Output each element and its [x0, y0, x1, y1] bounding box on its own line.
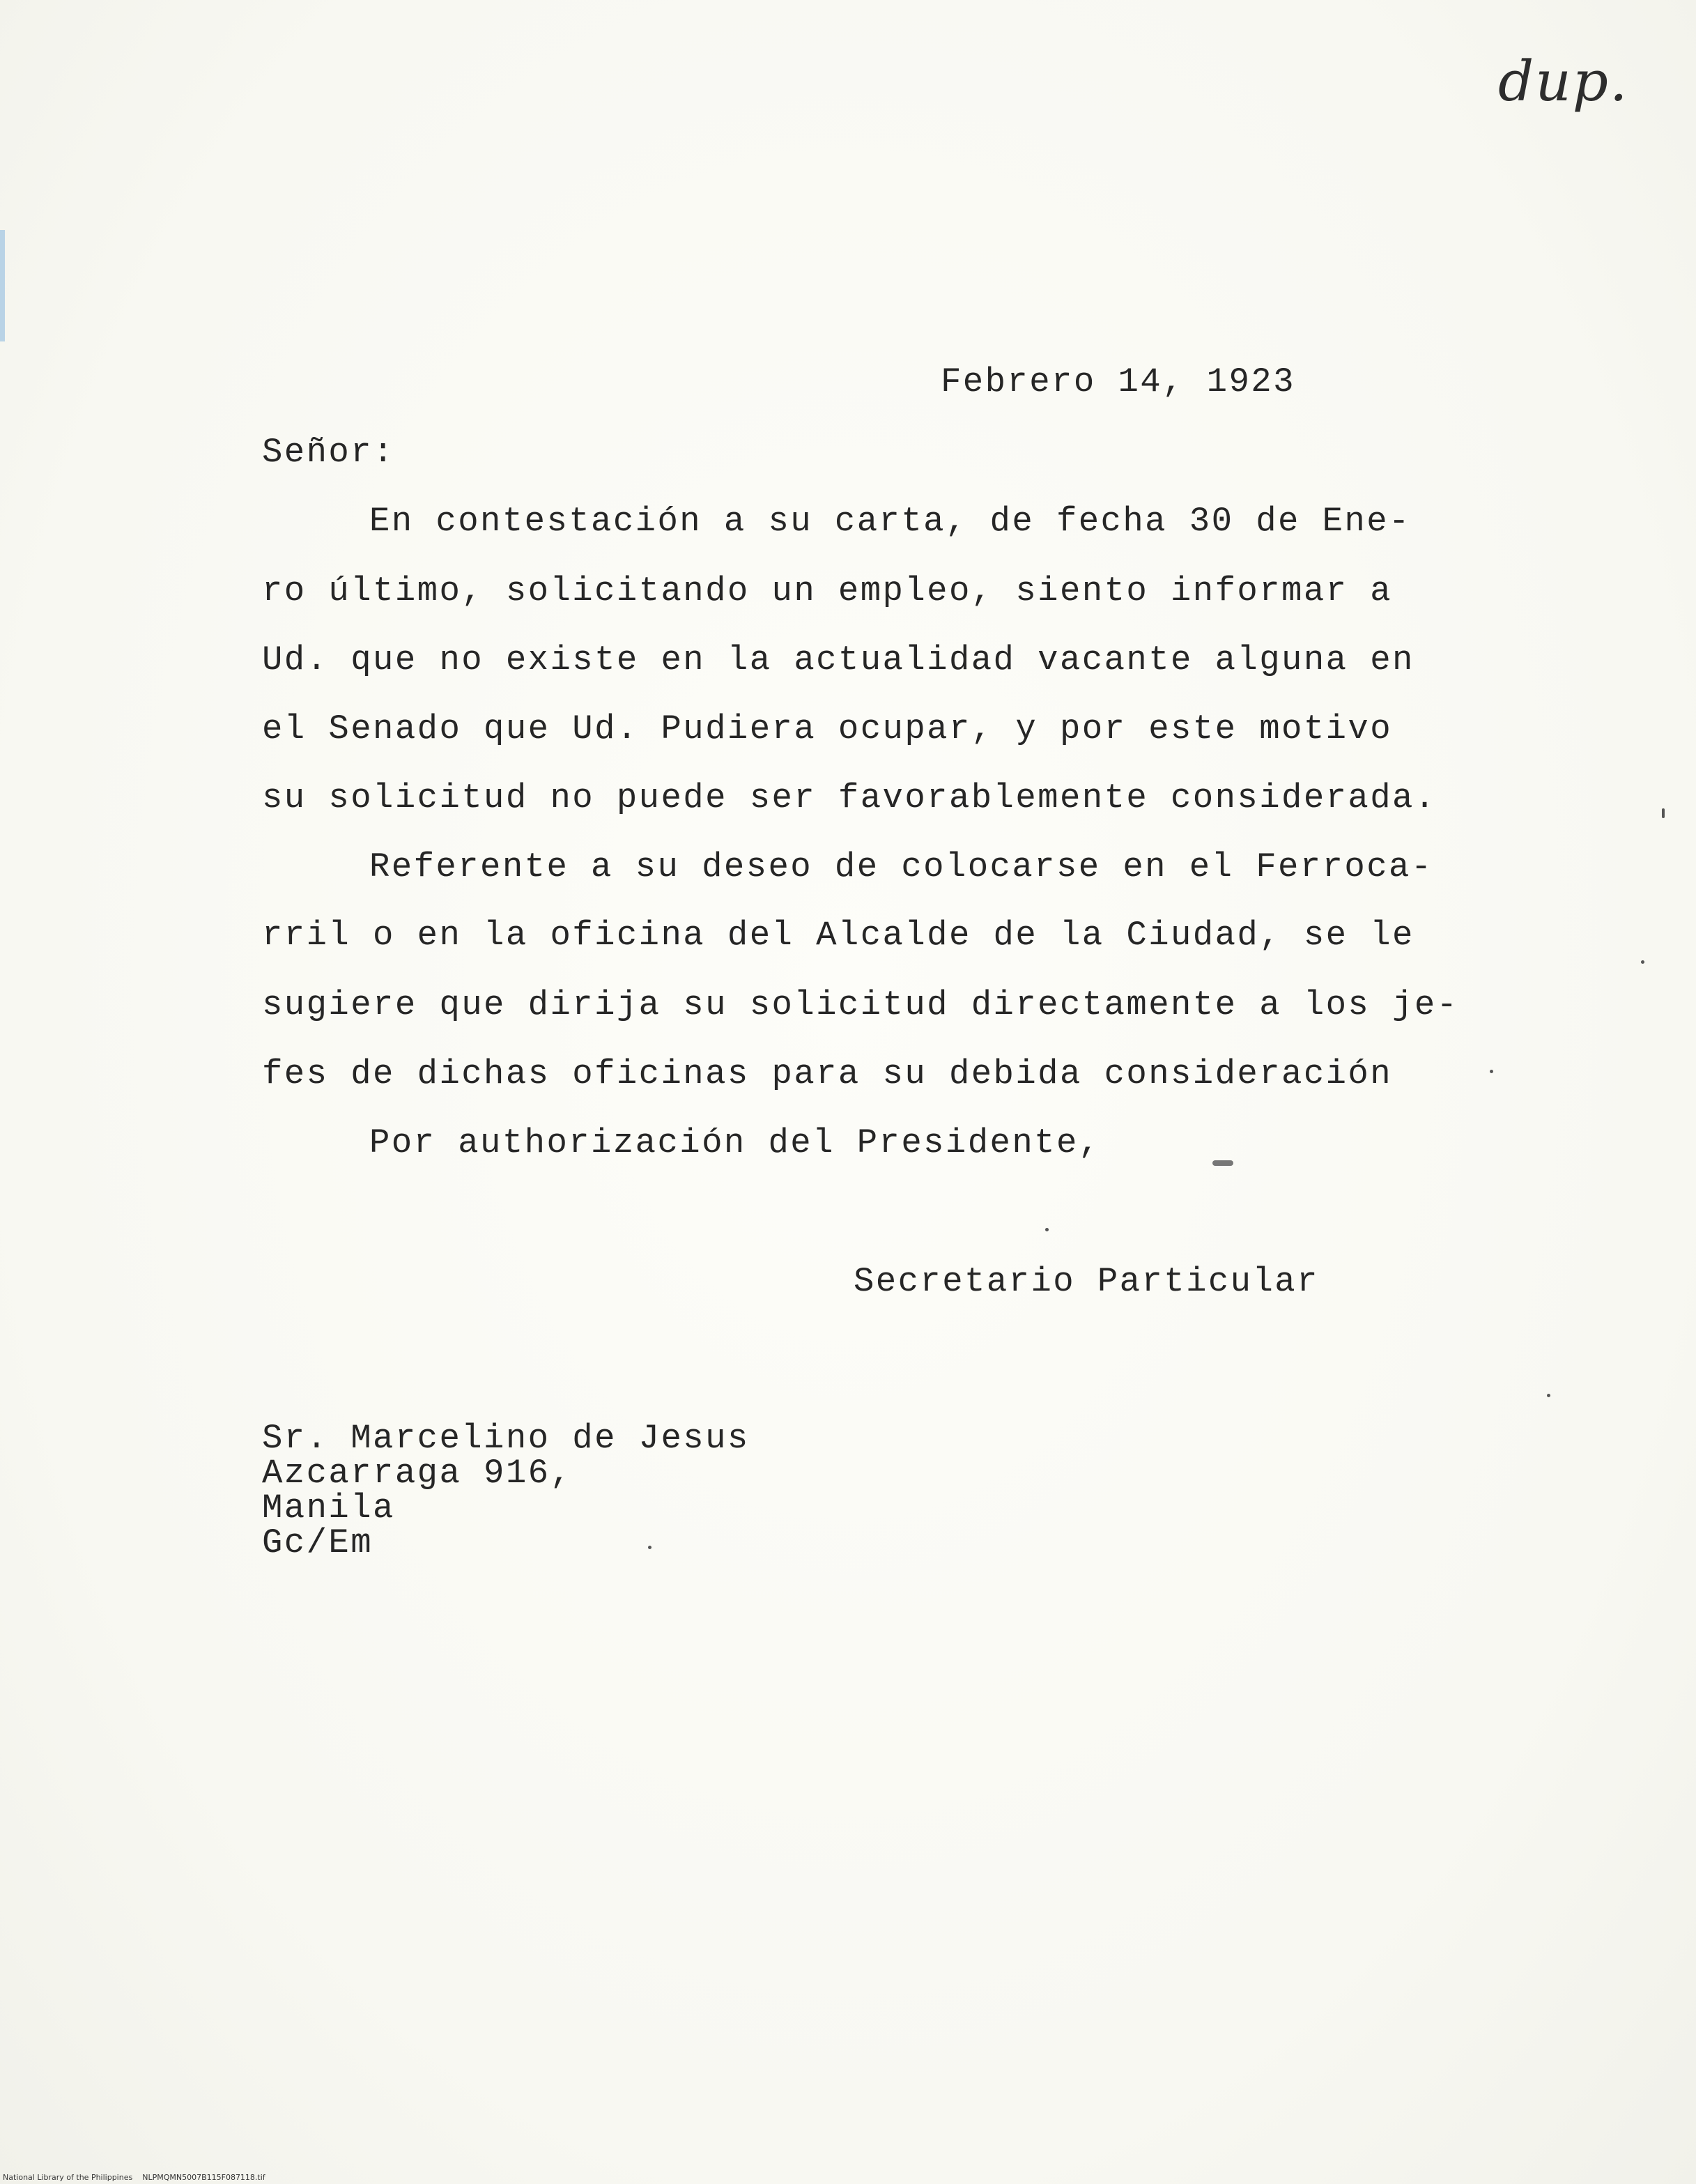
handwritten-note: dup. — [1498, 49, 1629, 114]
paragraph-line: ro último, solicitando un empleo, siento informar a — [262, 571, 1393, 610]
paragraph-line: su solicitud no puede ser favorablemente considerada. — [262, 778, 1437, 817]
address-line: Gc/Em — [262, 1523, 373, 1562]
scan-speck — [1490, 1070, 1493, 1073]
address-line: Sr. Marcelino de Jesus — [262, 1419, 750, 1458]
signature-title: Secretario Particular — [854, 1262, 1319, 1301]
footer-file-name: NLPMQMN5007B115F087118.tif — [142, 2173, 265, 2182]
scan-speck — [1662, 808, 1665, 818]
paragraph-line: Ud. que no existe en la actualidad vacante alguna en — [262, 640, 1414, 679]
paragraph-line: Referente a su deseo de colocarse en el Ferroca- — [369, 847, 1433, 886]
scan-speck — [1547, 1394, 1550, 1397]
scan-edge-mark — [0, 230, 5, 341]
paragraph-line: En contestación a su carta, de fecha 30 de Ene- — [369, 502, 1411, 541]
paragraph-line: fes de dichas oficinas para su debida consideración — [262, 1054, 1393, 1093]
paragraph-line: sugiere que dirija su solicitud directamente a los je- — [262, 985, 1459, 1024]
address-line: Manila — [262, 1489, 395, 1528]
footer-library-name: National Library of the Philippines — [3, 2173, 133, 2182]
scan-footer — [3, 2173, 265, 2182]
scan-speck — [1641, 960, 1644, 964]
paragraph-line: el Senado que Ud. Pudiera ocupar, y por este motivo — [262, 709, 1393, 748]
scan-speck — [1045, 1228, 1049, 1231]
address-line: Azcarraga 916, — [262, 1454, 573, 1493]
closing-line: Por authorización del Presidente, — [369, 1123, 1101, 1162]
salutation: Señor: — [262, 433, 395, 472]
letter-date: Febrero 14, 1923 — [941, 362, 1295, 401]
scan-speck — [1212, 1160, 1233, 1166]
scan-speck — [648, 1546, 652, 1549]
paragraph-line: rril o en la oficina del Alcalde de la Ciudad, se le — [262, 916, 1414, 955]
